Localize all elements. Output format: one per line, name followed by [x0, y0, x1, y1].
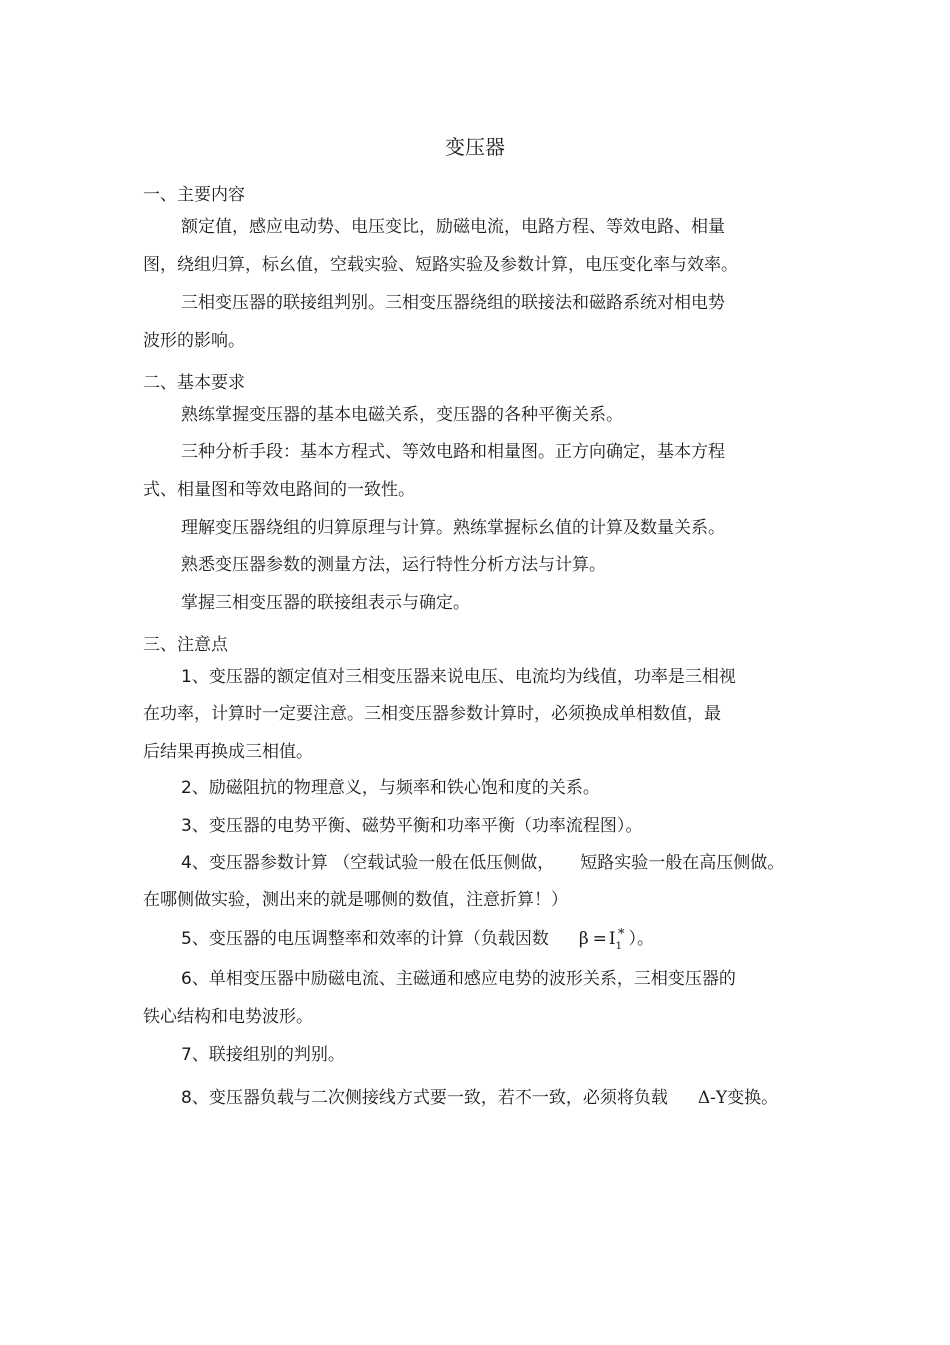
section-heading-main-content: 一、主要内容	[143, 185, 245, 205]
delta-y-symbol: Δ-Y	[697, 1088, 728, 1108]
paragraph-line: 图，绕组归算，标幺值，空载实验、短路实验及参数计算，电压变化率与效率。	[143, 255, 738, 275]
beta-symbol: β	[578, 929, 589, 949]
paragraph-line: 掌握三相变压器的联接组表示与确定。	[181, 593, 470, 613]
item-4-part-a: 4、变压器参数计算 （空载试验一般在低压侧做，	[181, 853, 555, 873]
item-8-text: 8、变压器负载与二次侧接线方式要一致，若不一致，必须将负载	[181, 1088, 668, 1108]
document-title: 变压器	[445, 135, 505, 159]
item-4-part-b: 短路实验一般在高压侧做。	[580, 853, 785, 873]
paragraph-line: 在功率，计算时一定要注意。三相变压器参数计算时，必须换成单相数值，最	[143, 704, 721, 724]
paragraph-line-item-5	[181, 928, 654, 953]
paragraph-line: 2、励磁阻抗的物理意义，与频率和铁心饱和度的关系。	[181, 778, 600, 798]
paragraph-line: 理解变压器绕组的归算原理与计算。熟练掌握标幺值的计算及数量关系。	[181, 518, 725, 538]
paragraph-line: 1、变压器的额定值对三相变压器来说电压、电流均为线值，功率是三相视	[181, 667, 736, 687]
current-subscript: 1	[615, 941, 622, 952]
paragraph-line: 三相变压器的联接组判别。三相变压器绕组的联接法和磁路系统对相电势	[181, 293, 725, 313]
item-5-closing: ）。	[628, 929, 654, 949]
item-5-text: 5、变压器的电压调整率和效率的计算（负载因数	[181, 929, 549, 949]
paragraph-line: 三种分析手段：基本方程式、等效电路和相量图。正方向确定，基本方程	[181, 442, 725, 462]
item-8-closing: 变换。	[727, 1088, 779, 1108]
paragraph-line: 熟悉变压器参数的测量方法，运行特性分析方法与计算。	[181, 555, 606, 575]
paragraph-line-item-8	[181, 1087, 778, 1109]
section-heading-basic-requirements: 二、基本要求	[143, 373, 245, 393]
paragraph-line: 在哪侧做实验，测出来的就是哪侧的数值，注意折算！）	[143, 890, 568, 910]
paragraph-line: 3、变压器的电势平衡、磁势平衡和功率平衡（功率流程图）。	[181, 816, 643, 836]
paragraph-line: 7、联接组别的判别。	[181, 1045, 345, 1065]
paragraph-line: 式、相量图和等效电路间的一致性。	[143, 480, 415, 500]
paragraph-line-item-4	[181, 852, 784, 874]
paragraph-line: 后结果再换成三相值。	[143, 742, 313, 762]
section-heading-notes: 三、注意点	[143, 635, 228, 655]
paragraph-line: 波形的影响。	[143, 331, 245, 351]
paragraph-line: 熟练掌握变压器的基本电磁关系，变压器的各种平衡关系。	[181, 405, 623, 425]
paragraph-line: 额定值，感应电动势、电压变比，励磁电流，电路方程、等效电路、相量	[181, 217, 725, 237]
paragraph-line: 6、单相变压器中励磁电流、主磁通和感应电势的波形关系，三相变压器的	[181, 969, 736, 989]
equals-sign: =	[592, 929, 607, 949]
per-unit-superscript: *	[618, 927, 625, 942]
paragraph-line: 铁心结构和电势波形。	[143, 1007, 313, 1027]
current-variable: I	[608, 929, 616, 949]
